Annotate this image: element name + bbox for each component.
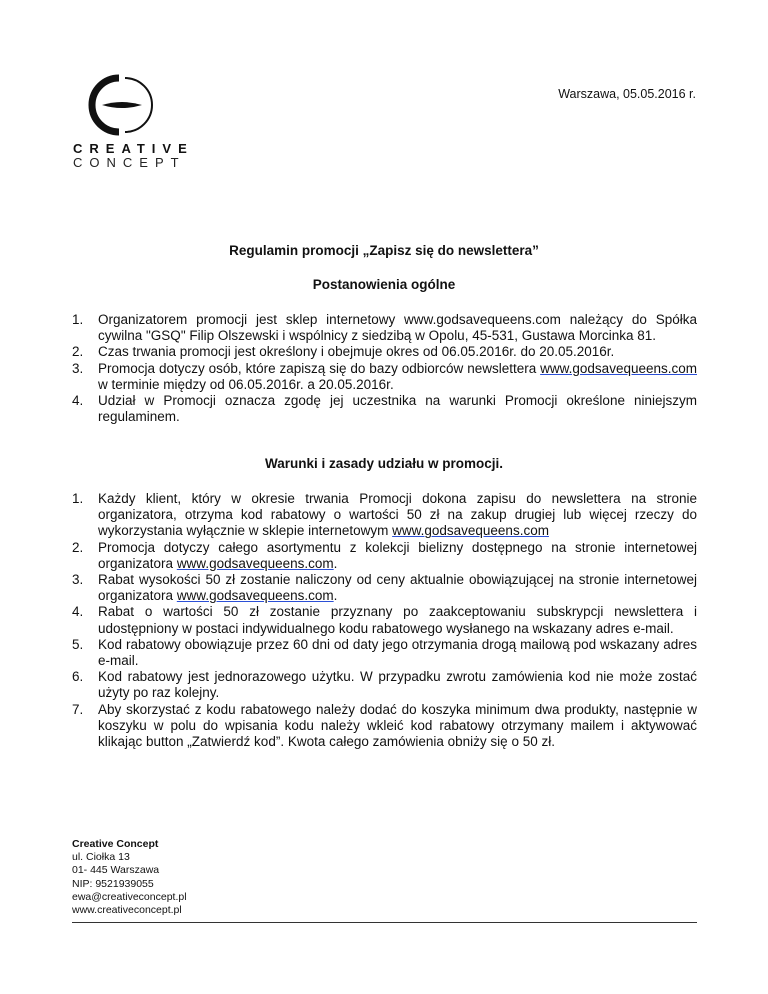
shop-link[interactable]: www.godsavequeens.com <box>176 555 334 571</box>
item-number: 5. <box>72 636 84 652</box>
list-item <box>72 572 697 604</box>
footer-company-name: Creative Concept <box>72 838 159 850</box>
company-logo <box>72 70 194 170</box>
item-text: Organizatorem promocji jest sklep internetowy www.godsavequeens.com należący do Spółka cywilna "GSQ" Filip Olszewski i wspólnicy z siedzibą w Opolu, 45-531, Gustawa Morcinka 81. <box>98 312 697 344</box>
item-text <box>98 572 697 604</box>
item-number: 4. <box>72 604 84 620</box>
list-item <box>72 361 697 393</box>
item-text-pre: Każdy klient, który w okresie trwania Promocji dokona zapisu do newslettera na stronie organizatora, otrzyma kod rabatowy o wartości 50 zł na zakup drugiej lub więcej rzeczy do wykorzystania wyłącznie w sklepie internetowym <box>98 491 697 539</box>
item-number: 2. <box>72 539 84 555</box>
creative-concept-logo-icon <box>72 70 172 140</box>
item-text: Kod rabatowy obowiązuje przez 60 dni od daty jego otrzymania drogą mailową pod wskazany adres e-mail. <box>98 636 697 669</box>
item-number: 4. <box>72 393 84 409</box>
footer-city: 01- 445 Warszawa <box>72 864 160 877</box>
item-number: 6. <box>72 669 84 685</box>
item-number: 2. <box>72 344 84 360</box>
list-item <box>72 491 697 540</box>
item-text-post: . <box>333 588 338 604</box>
item-text: Udział w Promocji oznacza zgodę jej uczestnika na warunki Promocji określone niniejszym regulaminem. <box>98 393 697 425</box>
shop-link[interactable]: www.godsavequeens.com <box>176 588 334 604</box>
document-title: Regulamin promocji „Zapisz się do newslettera” <box>229 243 539 258</box>
item-text: Kod rabatowy jest jednorazowego użytku. W przypadku zwrotu zamówienia kod nie może zostać użyty po raz kolejny. <box>98 669 697 701</box>
item-number: 1. <box>72 312 84 327</box>
list-item <box>72 637 697 669</box>
item-number: 1. <box>72 491 84 506</box>
item-text <box>98 491 697 540</box>
section-heading-general: Postanowienia ogólne <box>312 277 456 292</box>
item-number: 7. <box>72 701 84 717</box>
list-item <box>72 669 697 701</box>
section-heading-conditions: Warunki i zasady udziału w promocji. <box>264 456 504 471</box>
list-item <box>72 604 697 636</box>
item-text-pre: Promocja dotyczy osób, które zapiszą się do bazy odbiorców newslettera <box>98 360 541 376</box>
item-number: 3. <box>72 572 84 588</box>
item-text-pre: Rabat wysokości 50 zł zostanie naliczony od ceny aktualnie obowiązującej na stronie internetowej organizatora <box>98 572 697 604</box>
conditions-list <box>72 491 697 750</box>
item-text: Rabat o wartości 50 zł zostanie przyznany po zaakceptowaniu subskrypcji newslettera i udostępniony w postaci indywidualnego kodu rabatowego wysłanego na wskazany adres e-mail. <box>98 604 697 636</box>
brand-name-line2: CONCEPT <box>73 155 186 170</box>
list-item <box>72 540 697 572</box>
list-item <box>72 702 697 751</box>
footer-website[interactable]: www.creativeconcept.pl <box>72 904 182 917</box>
item-text: Czas trwania promocji jest określony i obejmuje okres od 06.05.2016r. do 20.05.2016r. <box>98 344 615 360</box>
shop-link[interactable]: www.godsavequeens.com <box>392 523 549 539</box>
item-text-pre: Promocja dotyczy całego asortymentu z kolekcji bielizny dostępnego na stronie internetowej organizatora <box>98 539 697 571</box>
list-item <box>72 312 697 344</box>
item-text-post: w terminie między od 06.05.2016r. a 20.05.2016r. <box>98 376 394 392</box>
item-number: 3. <box>72 360 84 376</box>
footer-street: ul. Ciołka 13 <box>72 851 130 864</box>
item-text: Aby skorzystać z kodu rabatowego należy dodać do koszyka minimum dwa produkty, następnie w koszyku w polu do wpisania kodu należy wkleić kod rabatowy otrzymany mailem i aktywować klikając button „Zatwierdź kod”. Kwota całego zamówienia obniży się o 50 zł. <box>98 701 697 750</box>
footer-divider <box>72 922 697 923</box>
general-provisions-list <box>72 312 697 425</box>
list-item <box>72 344 697 360</box>
item-text <box>98 540 697 572</box>
item-text <box>98 361 697 393</box>
footer-email[interactable]: ewa@creativeconcept.pl <box>72 890 187 903</box>
brand-name-line1: CREATIVE <box>73 141 194 156</box>
list-item <box>72 393 697 425</box>
document-date: Warszawa, 05.05.2016 r. <box>558 87 696 101</box>
item-text-post: . <box>333 555 338 571</box>
footer-nip: NIP: 9521939055 <box>72 877 154 890</box>
footer-contact <box>72 838 187 917</box>
shop-link[interactable]: www.godsavequeens.com <box>540 360 697 376</box>
